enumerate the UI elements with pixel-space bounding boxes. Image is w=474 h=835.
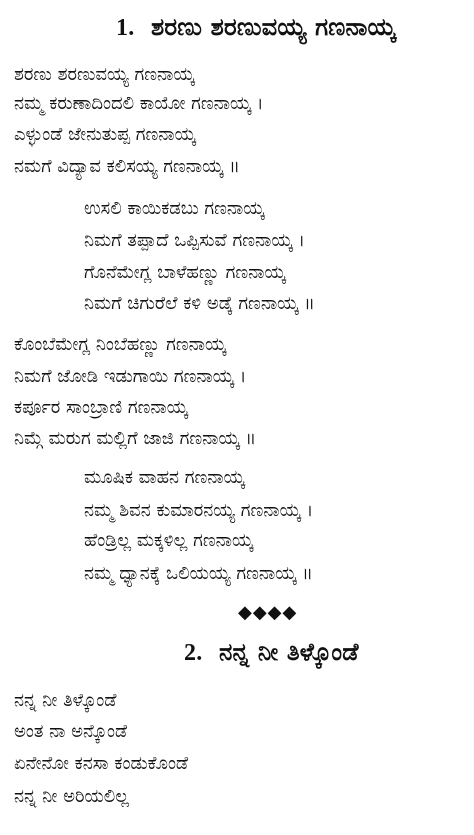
song-2-heading: [184, 637, 359, 668]
song-1-line: ಕೊಂಬೆಮೇಗ್ಲ ನಿಂಬೆಹಣ್ಣು ಗಣನಾಯ್ಕ: [14, 334, 226, 355]
song-2-title: ನನ್ನ ನೀ ತಿಳ್ಕೊಂಡೆ: [218, 638, 359, 666]
song-1-line: ನಮ್ಮ ಶಿವನ ಕುಮಾರನಯ್ಯ ಗಣನಾಯ್ಕ ।: [84, 500, 314, 521]
song-2-line: ನನ್ನ ನೀ ತಿಳ್ಕೊಂಡೆ: [14, 690, 117, 711]
song-1-line: ಗೊನೆಮೇಗ್ಲ ಬಾಳೆಹಣ್ಣು ಗಣನಾಯ್ಕ: [84, 262, 286, 283]
song-1-line: ಶರಣು ಶರಣುವಯ್ಯ ಗಣನಾಯ್ಕ: [14, 64, 195, 85]
song-1-line: ನಿಮ್ಗೆ ಮರುಗ ಮಲ್ಲಿಗೆ ಜಾಜಿ ಗಣನಾಯ್ಕ ॥: [14, 428, 257, 449]
song-1-line: ನಿಮಗೆ ಚಿಗುರೆಲೆ ಕಳಿ ಅಡ್ಕೆ ಗಣನಾಯ್ಕ ॥: [84, 293, 315, 314]
song-1-line: ನಮಗೆ ವಿದ್ಯಾವ ಕಲಿಸಯ್ಯ ಗಣನಾಯ್ಕ ॥: [14, 156, 240, 177]
diamond-divider: ◆◆◆◆: [238, 602, 298, 623]
song-2-line: ನನ್ನ ನೀ ಅರಿಯಲಿಲ್ಲ: [14, 786, 129, 807]
song-1-title: ಶರಣು ಶರಣುವಯ್ಯ ಗಣನಾಯ್ಕ: [150, 13, 396, 41]
song-1-line: ನಿಮಗೆ ಜೋಡಿ ಇಡುಗಾಯಿ ಗಣನಾಯ್ಕ ।: [14, 366, 247, 387]
song-2-line: ಅಂತ ನಾ ಅನ್ಕೊಂಡೆ: [14, 721, 128, 742]
song-1-line: ಎಳ್ಳುಂಡೆ ಜೇನುತುಪ್ಪ ಗಣನಾಯ್ಕ: [14, 124, 196, 145]
song-1-line: ನಿಮಗೆ ತಪ್ಪಾದೆ ಒಪ್ಪಿಸುವೆ ಗಣನಾಯ್ಕ ।: [84, 230, 305, 251]
song-1-line: ನಮ್ಮ ಕರುಣಾದಿಂದಲಿ ಕಾಯೋ ಗಣನಾಯ್ಕ ।: [14, 93, 264, 114]
song-1-heading: [116, 12, 396, 43]
song-2-line: ಏನೇನೋ ಕನಸಾ ಕಂಡುಕೊಂಡೆ: [14, 753, 189, 774]
song-1-line: ಹೆಂಡ್ರಿಲ್ಲ ಮಕ್ಕಳಿಲ್ಲ ಗಣನಾಯ್ಕ: [84, 530, 253, 551]
song-1-line: ಕರ್ಪೂರ ಸಾಂಬ್ರಾಣಿ ಗಣನಾಯ್ಕ: [14, 397, 188, 418]
song-1-line: ನಮ್ಮ ಧ್ಯಾನಕ್ಕೆ ಒಲಿಯಯ್ಯ ಗಣನಾಯ್ಕ ॥: [84, 563, 313, 584]
song-1-number: 1.: [116, 15, 135, 41]
song-1-line: ಉಸಲಿ ಕಾಯಿಕಡಬು ಗಣನಾಯ್ಕ: [84, 198, 265, 219]
song-2-number: 2.: [184, 640, 203, 666]
song-1-line: ಮೂಷಿಕ ವಾಹನ ಗಣನಾಯ್ಕ: [84, 467, 245, 488]
